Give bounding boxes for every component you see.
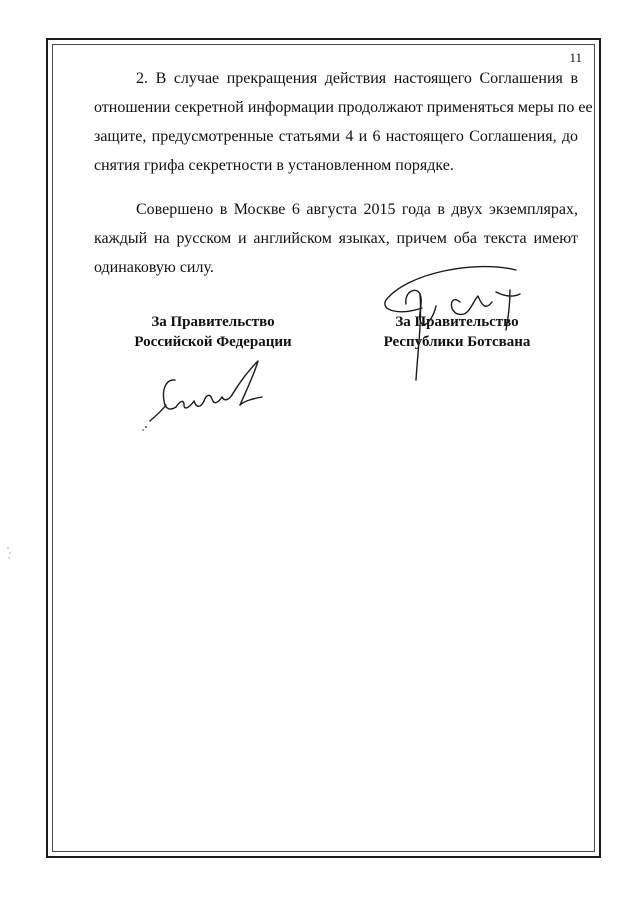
signatory-line-2: Российской Федерации (134, 334, 292, 350)
paragraph-line: снятия грифа секретности в установленном порядке. (94, 157, 454, 174)
paragraph-line: одинаковую силу. (94, 259, 214, 276)
paragraph-line: каждый на русском и английском языках, причем оба текста имеют (94, 230, 578, 247)
paragraph-line: защите, предусмотренные статьями 4 и 6 настоящего Соглашения, до (94, 128, 578, 145)
paragraph-line: Совершено в Москве 6 августа 2015 года в двух экземплярах, (136, 201, 578, 218)
signatory-line-2: Республики Ботсвана (383, 334, 531, 350)
page-number: 11 (569, 50, 582, 65)
paragraph-line: 2. В случае прекращения действия настоящего Соглашения в (136, 70, 578, 87)
signatory-line-1: За Правительство (151, 314, 275, 330)
signatory-line-1: За Правительство (395, 314, 519, 330)
paragraph-line: отношении секретной информации продолжают применяться меры по ее (94, 99, 593, 116)
